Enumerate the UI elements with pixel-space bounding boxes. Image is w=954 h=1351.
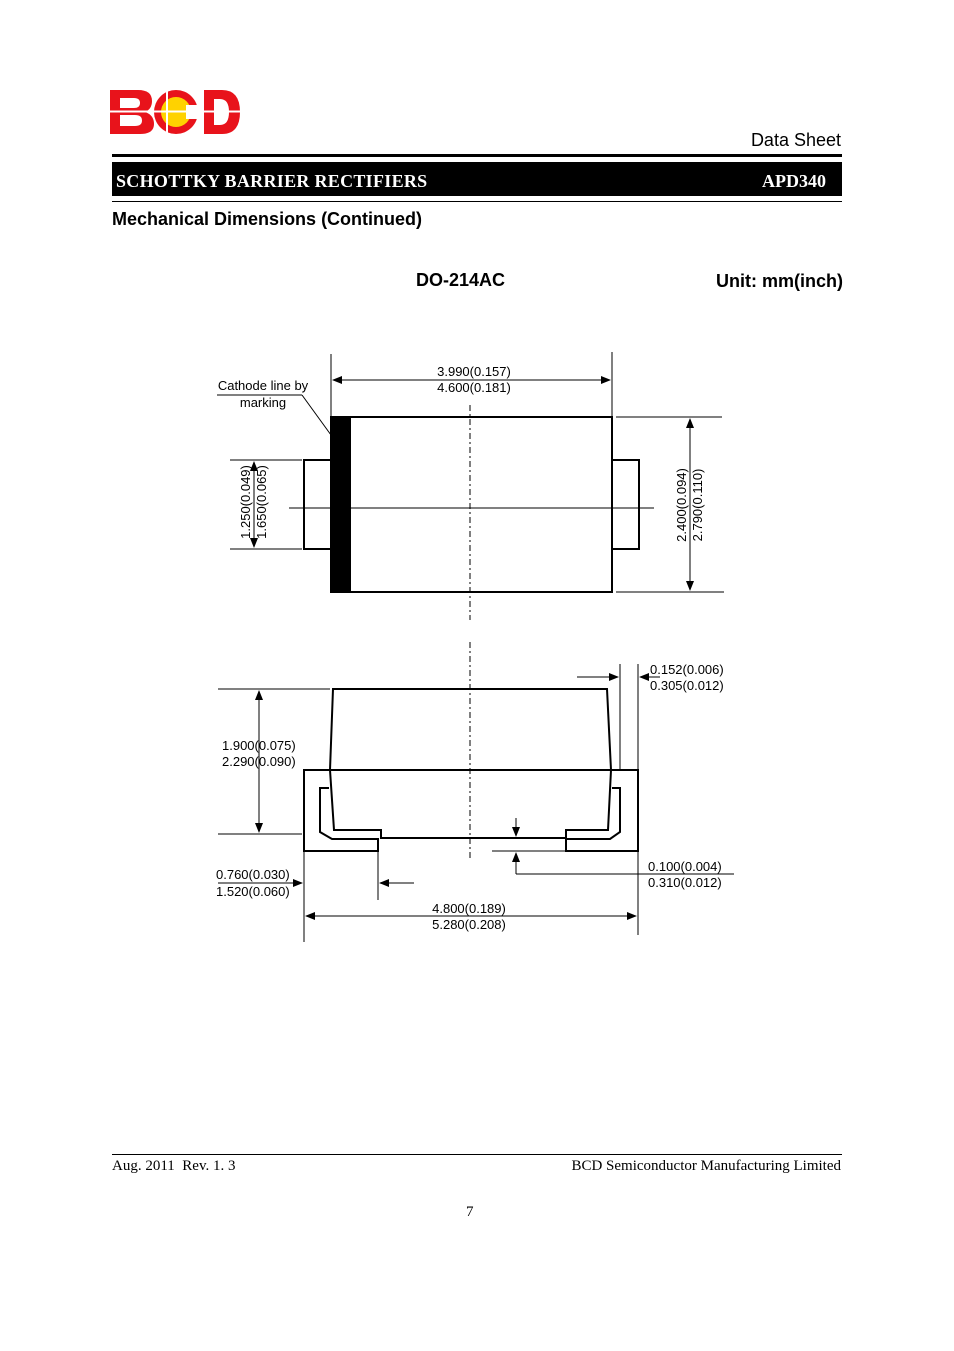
dim-lead-thickness-min: 0.152(0.006) [650, 662, 724, 677]
dim-height-min: 1.900(0.075) [222, 738, 296, 753]
cathode-note-line2: marking [239, 395, 287, 410]
dim-overall-length-min: 4.800(0.189) [432, 901, 506, 916]
dim-height-max: 2.290(0.090) [222, 754, 296, 769]
dim-lead-thickness-max: 0.305(0.012) [650, 678, 724, 693]
dim-lead-length-max: 1.520(0.060) [216, 884, 290, 899]
unit-label: Unit: mm(inch) [716, 271, 843, 291]
dim-standoff-max: 0.310(0.012) [648, 875, 722, 890]
footer-revision: Aug. 2011 Rev. 1. 3 [112, 1158, 236, 1174]
dim-body-width-max: 2.790(0.110) [690, 468, 705, 542]
dim-lead-length-min: 0.760(0.030) [216, 867, 290, 882]
dim-standoff-min: 0.100(0.004) [648, 859, 722, 874]
dim-lead-width-max: 1.650(0.065) [254, 465, 269, 539]
package-name: DO-214AC [416, 270, 506, 290]
cathode-note-line1: Cathode line by [217, 378, 309, 393]
footer-company: BCD Semiconductor Manufacturing Limited [571, 1158, 841, 1174]
part-number: APD340 [762, 171, 826, 191]
cathode-band [331, 417, 351, 592]
left-lead [304, 460, 331, 549]
right-lead [612, 460, 639, 549]
section-heading: Mechanical Dimensions (Continued) [112, 209, 423, 229]
page-number: 7 [466, 1204, 474, 1220]
dim-lead-width-min: 1.250(0.049) [238, 465, 253, 539]
product-family: SCHOTTKY BARRIER RECTIFIERS [116, 171, 428, 191]
dim-overall-length-max: 5.280(0.208) [432, 917, 506, 932]
doc-type-label: Data Sheet [750, 130, 841, 150]
top-body-outline [331, 417, 612, 592]
dim-body-length-min: 3.990(0.157) [437, 364, 511, 379]
footer-rule [112, 1154, 842, 1155]
dim-body-width-min: 2.400(0.094) [674, 468, 689, 542]
dim-body-length-max: 4.600(0.181) [437, 380, 511, 395]
